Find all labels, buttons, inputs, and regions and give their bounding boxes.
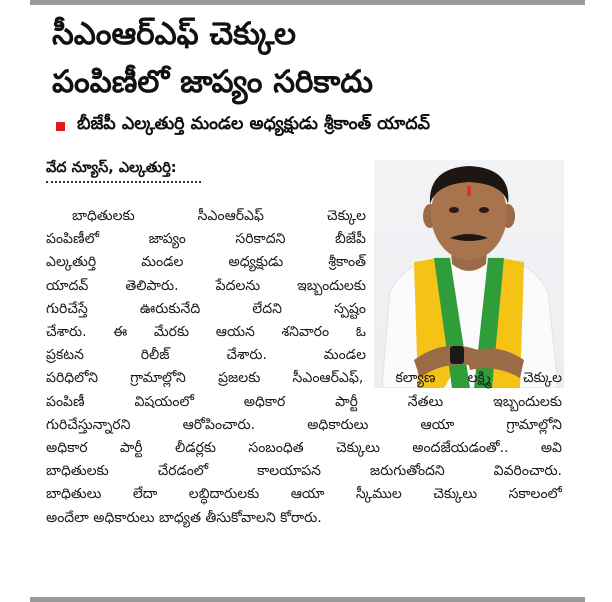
body-line: గురిచేస్తే ఊరుకునేది లేదని స్పష్టం	[46, 300, 366, 317]
article-body	[46, 205, 562, 530]
body-line: అందేలా అధికారులు బాధ్యత తీసుకోవాలని కోరారు.	[46, 509, 322, 526]
body-line: గురిచేస్తున్నారని ఆరోపించారు. అధికారులు ఆయా గ్రామాల్లోని	[46, 416, 562, 433]
headline	[52, 10, 582, 106]
dateline-underline	[46, 181, 201, 183]
body-line: చేశారు. ఈ మేరకు ఆయన శనివారం ఓ	[46, 324, 366, 341]
body-line: బాధితులకు చేరడంలో కాలయాపన జరుగుతోందని వివరించారు.	[46, 463, 562, 480]
body-line: ప్రకటన రిలీజ్ చేశారు. మండల	[46, 347, 366, 364]
body-line: యాదవ్ తెలిపారు. పేదలను ఇబ్బందులకు	[46, 277, 366, 294]
subheadline	[56, 114, 586, 138]
headline-line-1: సీఎంఆర్‌ఎఫ్ చెక్కుల	[52, 16, 297, 52]
body-line: బాధితులు లేదా లబ్ధిదారులకు ఆయా స్కీముల చెక్కులు సకాలంలో	[46, 486, 562, 503]
body-line: పంపిణీ విషయంలో అధికార పార్టీ నేతలు ఇబ్బందులకు	[46, 393, 562, 410]
dateline: వేద న్యూస్, ఎల్కతుర్తి:	[46, 160, 177, 176]
top-border-rule	[30, 0, 585, 5]
red-square-bullet-icon	[56, 122, 65, 131]
subheadline-text: బీజేపీ ఎల్కతుర్తి మండల అధ్యక్షుడు శ్రీకాంత్ యాదవ్	[77, 114, 431, 134]
bottom-border-rule	[30, 597, 585, 602]
body-line: ఎల్కతుర్తి మండల అధ్యక్షుడు శ్రీకాంత్	[46, 254, 366, 271]
body-line: పరిధిలోని గ్రామాల్లోని ప్రజలకు సీఎంఆర్ఎఫ్, కల్యాణ లక్ష్మి చెక్కుల	[46, 370, 562, 387]
body-line: బాధితులకు సీఎంఆర్ఎఫ్ చెక్కుల	[72, 208, 366, 224]
headline-line-2: పంపిణీలో జాప్యం సరికాదు	[52, 64, 373, 100]
body-line: పంపిణీలో జాప్యం సరికాదని బీజేపీ	[46, 231, 366, 248]
body-line: అధికార పార్టీ లీడర్లకు సంబంధిత చెక్కులు అందజేయడంతో.. అవి	[46, 440, 562, 457]
